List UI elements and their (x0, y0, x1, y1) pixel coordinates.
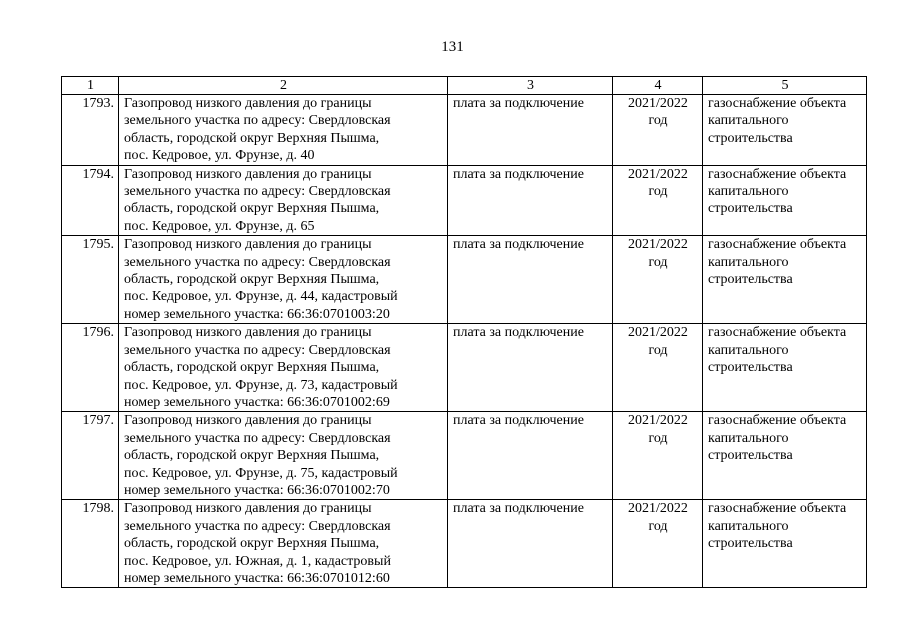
object-name: Газопровод низкого давления до границы земельного участка по адресу: Свердловская область, городской округ Верхняя Пышма, пос. Кедровое, ул. Фрунзе, д. 40 (119, 95, 448, 166)
table-header-row (62, 77, 867, 95)
column-header-4: 4 (613, 77, 703, 95)
purpose: газоснабжение объекта капитального строительства (703, 236, 867, 324)
payment-type: плата за подключение (448, 324, 613, 412)
object-name: Газопровод низкого давления до границы земельного участка по адресу: Свердловская область, городской округ Верхняя Пышма, пос. Кедровое, ул. Фрунзе, д. 65 (119, 165, 448, 236)
row-number: 1795. (62, 236, 119, 324)
period-year: 2021/2022 год (613, 236, 703, 324)
object-name: Газопровод низкого давления до границы земельного участка по адресу: Свердловская область, городской округ Верхняя Пышма, пос. Кедровое, ул. Южная, д. 1, кадастровый номер земельного участка: 66:36:0701012:60 (119, 500, 448, 588)
row-number: 1794. (62, 165, 119, 236)
period-year: 2021/2022 год (613, 95, 703, 166)
table-row (62, 324, 867, 412)
row-number: 1797. (62, 412, 119, 500)
object-name: Газопровод низкого давления до границы земельного участка по адресу: Свердловская область, городской округ Верхняя Пышма, пос. Кедровое, ул. Фрунзе, д. 75, кадастровый номер земельного участка: 66:36:0701002:70 (119, 412, 448, 500)
purpose: газоснабжение объекта капитального строительства (703, 500, 867, 588)
table-row (62, 412, 867, 500)
table-row (62, 165, 867, 236)
column-header-1: 1 (62, 77, 119, 95)
purpose: газоснабжение объекта капитального строительства (703, 95, 867, 166)
purpose: газоснабжение объекта капитального строительства (703, 324, 867, 412)
period-year: 2021/2022 год (613, 412, 703, 500)
column-header-2: 2 (119, 77, 448, 95)
table-row (62, 95, 867, 166)
document-table (61, 76, 867, 588)
object-name: Газопровод низкого давления до границы земельного участка по адресу: Свердловская область, городской округ Верхняя Пышма, пос. Кедровое, ул. Фрунзе, д. 73, кадастровый номер земельного участка: 66:36:0701002:69 (119, 324, 448, 412)
row-number: 1798. (62, 500, 119, 588)
payment-type: плата за подключение (448, 95, 613, 166)
table-row (62, 500, 867, 588)
purpose: газоснабжение объекта капитального строительства (703, 412, 867, 500)
row-number: 1796. (62, 324, 119, 412)
payment-type: плата за подключение (448, 165, 613, 236)
column-header-3: 3 (448, 77, 613, 95)
purpose: газоснабжение объекта капитального строительства (703, 165, 867, 236)
column-header-5: 5 (703, 77, 867, 95)
period-year: 2021/2022 год (613, 500, 703, 588)
period-year: 2021/2022 год (613, 324, 703, 412)
payment-type: плата за подключение (448, 500, 613, 588)
payment-type: плата за подключение (448, 236, 613, 324)
period-year: 2021/2022 год (613, 165, 703, 236)
object-name: Газопровод низкого давления до границы земельного участка по адресу: Свердловская область, городской округ Верхняя Пышма, пос. Кедровое, ул. Фрунзе, д. 44, кадастровый номер земельного участка: 66:36:0701003:20 (119, 236, 448, 324)
page-number: 131 (441, 39, 464, 55)
payment-type: плата за подключение (448, 412, 613, 500)
row-number: 1793. (62, 95, 119, 166)
table-row (62, 236, 867, 324)
